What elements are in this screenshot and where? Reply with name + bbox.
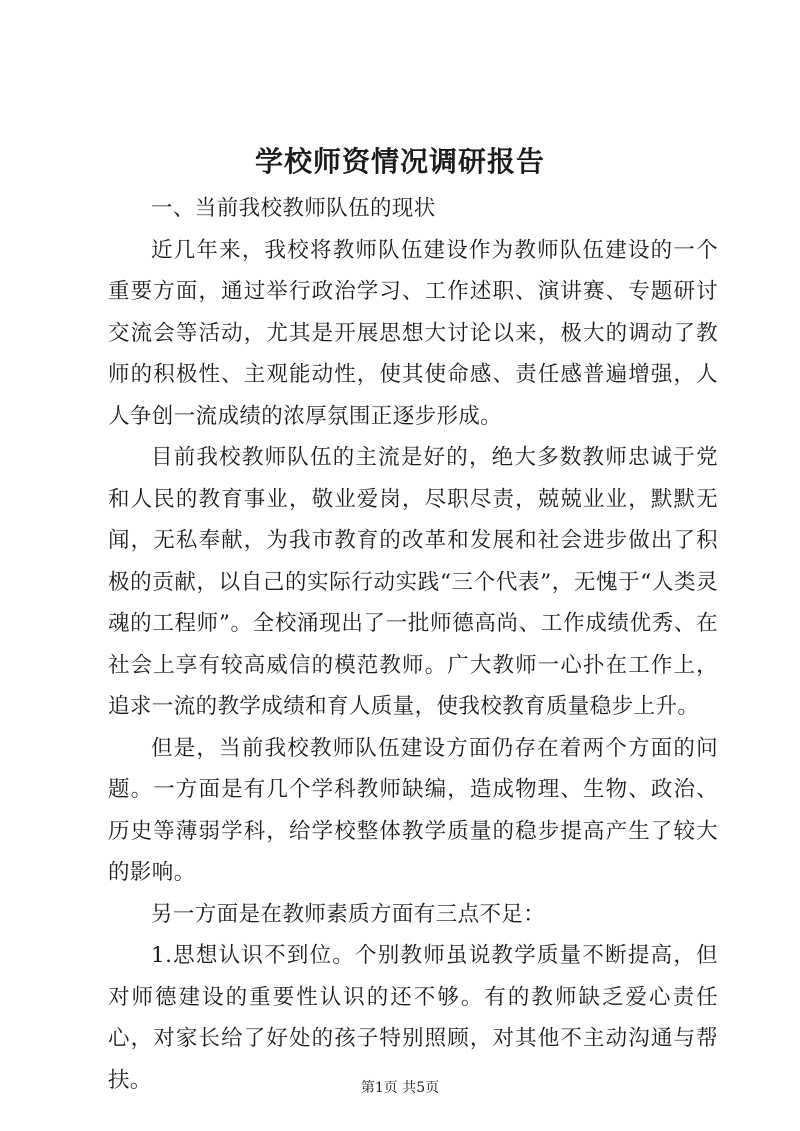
section-heading: 一、当前我校教师队伍的现状 [151,196,436,221]
body-paragraph: 目前我校教师队伍的主流是好的，绝大多数教师忠诚于党和人民的教育事业，敬业爱岗，尽职尽责，兢兢业业，默默无闻，无私奉献，为我市教育的改革和发展和社会进步做出了积极的贡献，以自己的实际行动实践“三个代表”，无愧于“人类灵魂的工程师”。全校涌现出了一批师德高尚、工作成绩优秀、在社会上享有较高威信的模范教师。广大教师一心扑在工作上，追求一流的教学成绩和育人质量，使我校教育质量稳步上升。 [108,445,718,719]
body-paragraph: 另一方面是在教师素质方面有三点不足： [151,901,546,927]
page-number-footer: 第1页 共5页 [360,1080,440,1096]
body-paragraph: 但是，当前我校教师队伍建设方面仍存在着两个方面的问题。一方面是有几个学科教师缺编，造成物理、生物、政治、历史等薄弱学科，给学校整体教学质量的稳步提高产生了较大的影响。 [108,735,718,885]
document-title: 学校师资情况调研报告 [254,145,545,178]
body-paragraph: 1.思想认识不到位。个别教师虽说教学质量不断提高，但对师德建设的重要性认识的还不够。有的教师缺乏爱心责任心，对家长给了好处的孩子特别照顾，对其他不主动沟通与帮扶。 [108,943,718,1093]
body-paragraph: 近几年来，我校将教师队伍建设作为教师队伍建设的一个重要方面，通过举行政治学习、工作述职、演讲赛、专题研讨交流会等活动，尤其是开展思想大讨论以来，极大的调动了教师的积极性、主观能动性，使其使命感、责任感普遍增强，人人争创一流成绩的浓厚氛围正逐步形成。 [108,237,718,429]
document-body [108,188,718,1101]
